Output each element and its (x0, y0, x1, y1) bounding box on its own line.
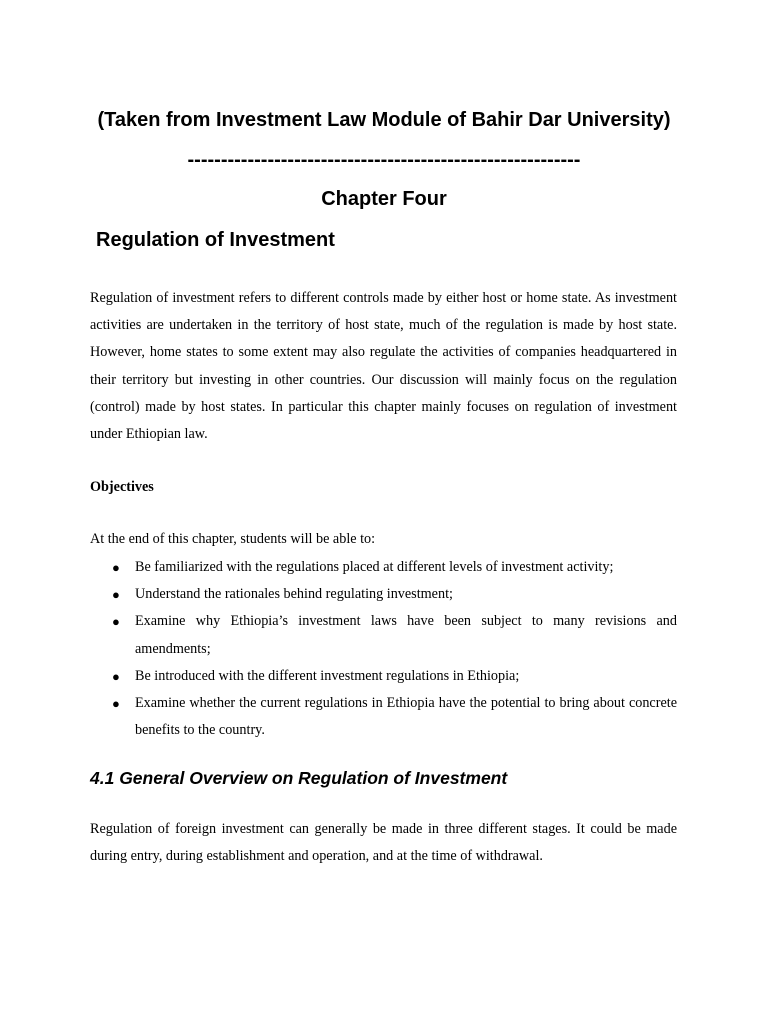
objectives-list (90, 554, 677, 744)
objective-text: Examine whether the current regulations in Ethiopia have the potential to bring about concrete benefits to the country. (135, 695, 677, 739)
list-item (90, 608, 677, 662)
objective-text: Be familiarized with the regulations placed at different levels of investment activity; (135, 559, 614, 575)
objective-text: Understand the rationales behind regulating investment; (135, 586, 453, 603)
overview-paragraph: Regulation of foreign investment can generally be made in three different stages. It could be made during entry, during establishment and operation, and at the time of withdrawal. (90, 821, 677, 865)
subsection-heading: 4.1 General Overview on Regulation of Investment (90, 768, 508, 788)
intro-paragraph: Regulation of investment refers to different controls made by either host or home state. As investment activities are undertaken in the territory of host state, much of the regulation is made by host state. However, home states to some extent may also regulate the activities of companies headquartered in their territory but investing in other countries. Our discussion will mainly focus on the regulation (control) made by host states. In particular this chapter mainly focuses on regulation of investment under Ethiopian law. (90, 290, 677, 443)
list-item (90, 581, 677, 608)
objectives-lead-in: At the end of this chapter, students will be able to: (90, 531, 376, 547)
list-item (90, 690, 677, 744)
bullet-icon: ● (112, 614, 120, 630)
separator-line: ----------------------------------------------------------- (187, 149, 581, 171)
objectives-label: Objectives (90, 479, 154, 495)
bullet-icon: ● (112, 560, 120, 575)
list-item (90, 663, 677, 690)
bullet-icon: ● (112, 668, 120, 684)
bullet-icon: ● (112, 587, 120, 603)
objective-text: Be introduced with the different investment regulations in Ethiopia; (135, 667, 520, 684)
section-heading: Regulation of Investment (96, 229, 335, 251)
chapter-title: Chapter Four (321, 188, 447, 210)
source-attribution: (Taken from Investment Law Module of Bahir Dar University) (97, 109, 671, 131)
objective-text: Examine why Ethiopia’s investment laws have been subject to many revisions and amendments; (135, 613, 677, 657)
bullet-icon: ● (112, 696, 120, 712)
list-item (90, 554, 677, 581)
